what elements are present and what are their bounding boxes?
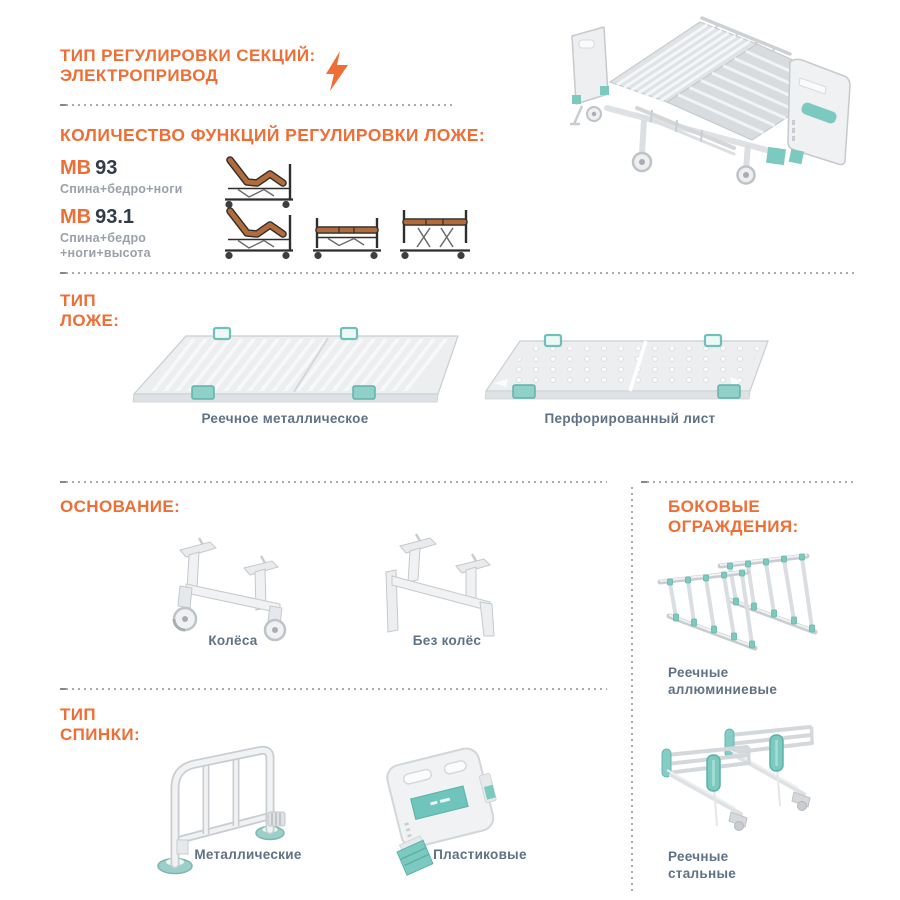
base-with-wheels-icon <box>158 528 308 643</box>
bed-profile-raised-icon <box>396 203 476 261</box>
heading-line-1: ТИП РЕГУЛИРОВКИ СЕКЦИЙ: <box>60 46 316 65</box>
lightning-bolt-icon <box>323 50 351 92</box>
hospital-bed-illustration <box>552 2 872 185</box>
option-label <box>668 848 798 882</box>
bed-profile-articulated-icon <box>220 152 300 210</box>
bed-profile-articulated-icon <box>220 203 300 261</box>
model-subtitle-mb93-1 <box>60 231 151 261</box>
option-label-line-2: стальные <box>668 866 737 881</box>
option-label-line-2: аллюминиевые <box>668 682 778 697</box>
option-label-line-1: Реечные <box>668 665 729 680</box>
option-label: Колёса <box>208 633 258 648</box>
steel-slat-rails-icon <box>655 722 830 837</box>
model-number: 93.1 <box>95 206 135 228</box>
model-subtitle-line-1: Спина+бедро <box>60 231 147 245</box>
heading-line-1: ТИП <box>60 705 97 724</box>
base-without-wheels-icon <box>372 528 522 643</box>
bed-surface-heading <box>60 291 119 331</box>
aluminum-slat-rails-icon <box>655 552 830 657</box>
option-label: Реечное металлическое <box>201 411 369 426</box>
divider <box>60 688 607 690</box>
bed-profile-flat-icon <box>308 203 388 261</box>
model-subtitle-mb93: Спина+бедро+ноги <box>60 182 183 196</box>
heading-line-2: ЛОЖЕ: <box>60 311 120 330</box>
base-section-heading: ОСНОВАНИЕ: <box>60 497 181 516</box>
slatted-metal-surface-icon <box>126 326 471 421</box>
model-number: 93 <box>95 157 118 179</box>
option-label-line-1: Реечные <box>668 849 729 864</box>
model-name-mb93 <box>60 158 117 178</box>
divider <box>641 481 855 483</box>
option-label: Металлические <box>194 847 302 862</box>
heading-line-1: БОКОВЫЕ <box>668 497 761 516</box>
option-label <box>668 664 798 698</box>
heading-line-1: ТИП <box>60 291 97 310</box>
option-label: Перфорированный лист <box>544 411 716 426</box>
model-prefix: МВ <box>60 206 92 228</box>
side-rails-section-heading <box>668 497 799 537</box>
model-name-mb93-1 <box>60 207 134 227</box>
backrest-section-heading <box>60 705 140 745</box>
heading-line-2: ЭЛЕКТРОПРИВОД <box>60 66 219 85</box>
heading-line-2: ОГРАЖДЕНИЯ: <box>668 517 799 536</box>
model-subtitle-line-2: +ноги+высота <box>60 246 151 260</box>
functions-section-heading: КОЛИЧЕСТВО ФУНКЦИЙ РЕГУЛИРОВКИ ЛОЖЕ: <box>60 125 486 145</box>
option-label: Без колёс <box>412 633 482 648</box>
divider <box>60 272 855 274</box>
model-prefix: МВ <box>60 157 92 179</box>
divider <box>60 481 607 483</box>
divider-vertical <box>631 487 633 892</box>
option-label: Пластиковые <box>433 847 527 862</box>
divider <box>60 104 452 106</box>
heading-line-2: СПИНКИ: <box>60 725 141 744</box>
section-adjustment-heading <box>60 46 316 86</box>
